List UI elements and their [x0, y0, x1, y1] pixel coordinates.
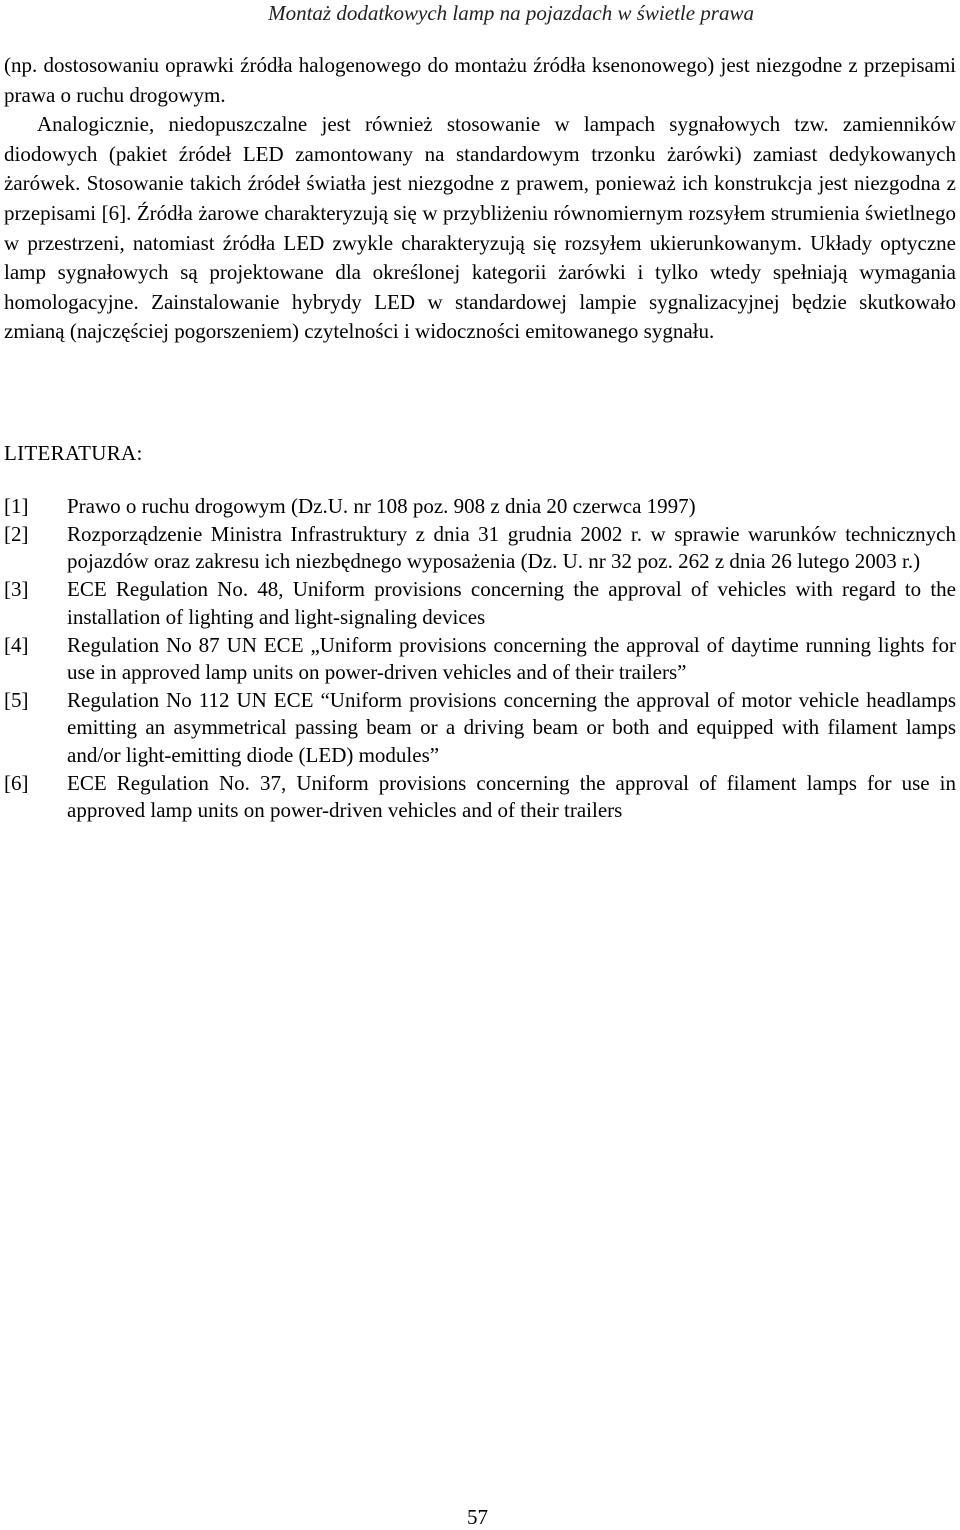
running-header: Montaż dodatkowych lamp na pojazdach w świetle prawa: [268, 1, 754, 25]
paragraph-2: Analogicznie, niedopuszczalne jest również stosowanie w lampach sygnałowych tzw. zamienników diodowych (pakiet źródeł LED zamontowany na standardowym trzonku żarówki) zamiast dedykowanych żarówek. Stosowanie takich źródeł światła jest niezgodne z prawem, ponieważ ich konstrukcja jest niezgodna z przepisami [6]. Źródła żarowe charakteryzują się w przybliżeniu równomiernym rozsyłem strumienia świetlnego w przestrzeni, natomiast źródła LED zwykle charakteryzują się rozsyłem ukierunkowanym. Układy optyczne lamp sygnałowych są projektowane dla określonej kategorii żarówki i tylko wtedy spełniają wymagania homologacyjne. Zainstalowanie hybrydy LED w standardowej lampie sygnalizacyjnej będzie skutkowało zmianą (najczęściej pogorszeniem) czytelności i widoczności emitowanego sygnału.: [4, 112, 956, 344]
reference-text: Prawo o ruchu drogowym (Dz.U. nr 108 poz. 908 z dnia 20 czerwca 1997): [67, 494, 696, 518]
reference-number: [6]: [4, 770, 29, 795]
reference-text: ECE Regulation No. 37, Uniform provisions concerning the approval of filament lamps for use in approved lamp units on power-driven vehicles and of their trailers: [67, 770, 956, 822]
reference-list: [4, 493, 956, 825]
reference-item-4: [4, 632, 956, 687]
body-text: [4, 51, 956, 347]
reference-number: [1]: [4, 494, 29, 518]
reference-item-2: [4, 521, 956, 576]
literature-heading: LITERATURA:: [4, 441, 143, 465]
paragraph-1: (np. dostosowaniu oprawki źródła halogenowego do montażu źródła ksenonowego) jest niezgodne z przepisami prawa o ruchu drogowym.: [4, 53, 956, 107]
reference-text: Regulation No 87 UN ECE „Uniform provisions concerning the approval of daytime running lights for use in approved lamp units on power-driven vehicles and of their trailers”: [67, 632, 956, 684]
reference-item-1: [4, 493, 956, 520]
reference-number: [4]: [4, 632, 29, 657]
reference-number: [2]: [4, 521, 29, 546]
reference-text: ECE Regulation No. 48, Uniform provisions concerning the approval of vehicles with regard to the installation of lighting and light-signaling devices: [67, 577, 956, 629]
page-number: 57: [467, 1505, 488, 1529]
reference-item-5: [4, 687, 956, 769]
reference-text: Rozporządzenie Ministra Infrastruktury z dnia 31 grudnia 2002 r. w sprawie warunków technicznych pojazdów oraz zakresu ich niezbędnego wyposażenia (Dz. U. nr 32 poz. 262 z dnia 26 lutego 2003 r.): [67, 521, 956, 574]
reference-item-6: [4, 770, 956, 825]
reference-text: Regulation No 112 UN ECE “Uniform provisions concerning the approval of motor vehicle headlamps emitting an asymmetrical passing beam or a driving beam or both and equipped with filament lamps and/or light-emitting diode (LED) modules”: [67, 687, 956, 767]
reference-item-3: [4, 576, 956, 631]
reference-number: [3]: [4, 577, 29, 602]
reference-number: [5]: [4, 687, 29, 712]
